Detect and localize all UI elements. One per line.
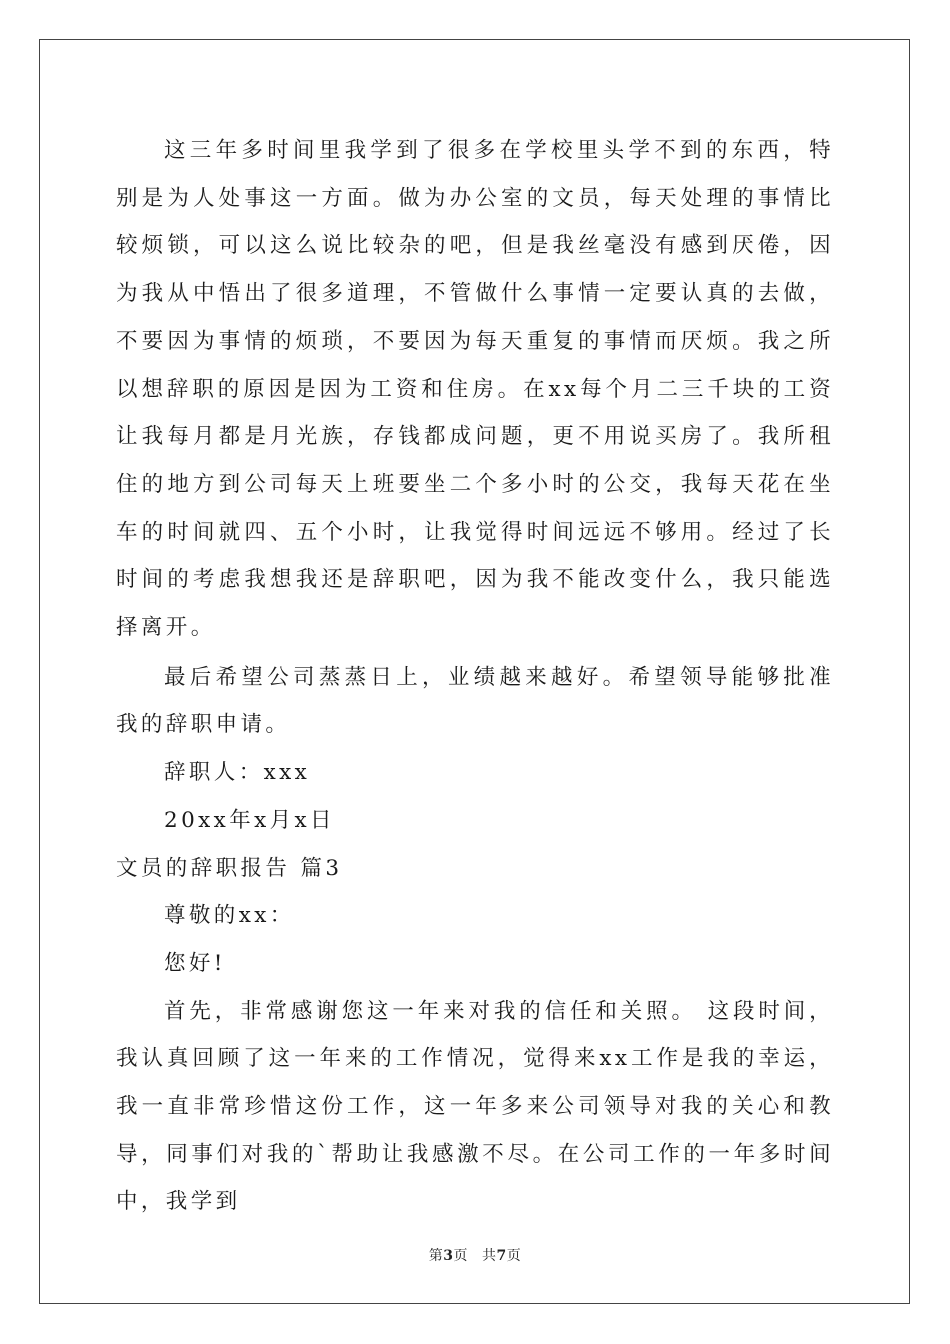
section-title: 文员的辞职报告 篇3 xyxy=(116,855,343,881)
total-pages: 7 xyxy=(496,1248,507,1264)
total-label-prefix: 共 xyxy=(482,1248,497,1264)
page-label-prefix: 第 xyxy=(428,1248,444,1264)
document-body xyxy=(116,127,834,1226)
greeting: 您好! xyxy=(164,950,226,976)
salutation: 尊敬的xx： xyxy=(164,903,295,929)
date-line: 20xx年x月x日 xyxy=(164,807,335,833)
total-label-suffix: 页 xyxy=(506,1248,522,1264)
body-paragraph-3: 首先，非常感谢您这一年来对我的信任和关照。 这段时间，我认真回顾了这一年来的工作情况，觉得来xx工作是我的幸运，我一直非常珍惜这份工作，这一年多来公司领导对我的关心和教导，同事们对我的`帮助让我感激不尽。在公司工作的一年多时间中，我学到 xyxy=(116,998,834,1215)
signature-line: 辞职人：xxx xyxy=(164,760,311,786)
body-paragraph-1: 这三年多时间里我学到了很多在学校里头学不到的东西，特别是为人处事这一方面。做为办公室的文员，每天处理的事情比较烦锁，可以这么说比较杂的吧，但是我丝毫没有感到厌倦，因为我从中悟出了很多道理，不管做什么事情一定要认真的去做，不要因为事情的烦琐，不要因为每天重复的事情而厌烦。我之所以想辞职的原因是因为工资和住房。在xx每个月二三千块的工资让我每月都是月光族，存钱都成问题，更不用说买房了。我所租住的地方到公司每天上班要坐二个多小时的公交，我每天花在坐车的时间就四、五个小时，让我觉得时间远远不够用。经过了长时间的考虑我想我还是辞职吧，因为我不能改变什么，我只能选择离开。 xyxy=(116,138,834,641)
page-number: 3 xyxy=(443,1248,454,1264)
body-paragraph-2: 最后希望公司蒸蒸日上，业绩越来越好。希望领导能够批准我的辞职申请。 xyxy=(116,664,834,738)
page-footer xyxy=(0,1245,950,1265)
page-label-suffix: 页 xyxy=(453,1248,468,1264)
